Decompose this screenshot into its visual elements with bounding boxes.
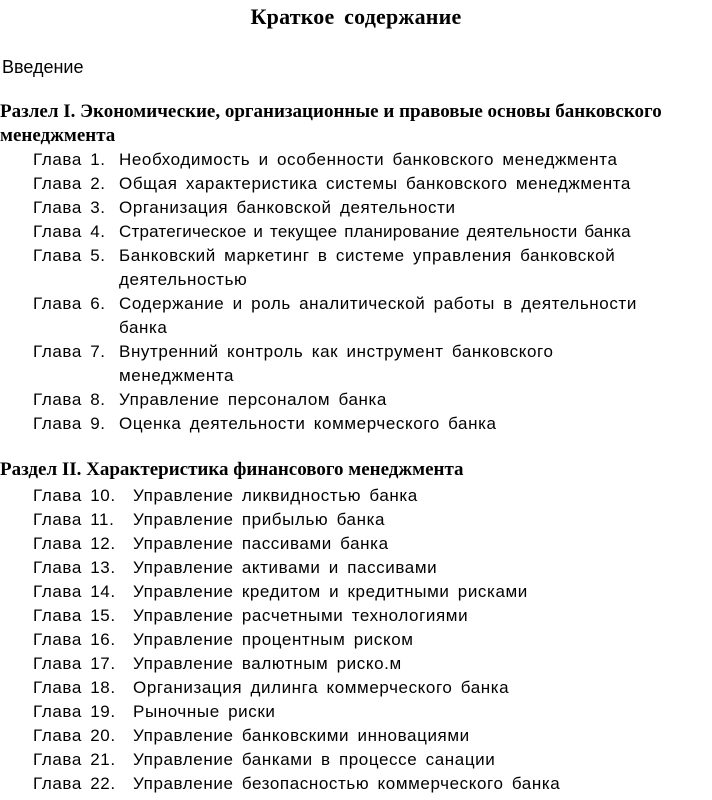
chapter-label: Глава 13. [33, 558, 116, 577]
list-item [0, 700, 712, 724]
chapter-title: Управление персоналом банка [119, 390, 387, 409]
chapter-label: Глава 4. [33, 222, 106, 241]
chapter-title: Управление пассивами банка [133, 534, 389, 553]
list-item [0, 508, 712, 532]
chapter-label: Глава 12. [33, 534, 116, 553]
chapter-label: Глава 9. [33, 414, 106, 433]
chapter-label: Глава 11. [33, 510, 115, 529]
chapter-title: Оценка деятельности коммерческого банка [119, 414, 497, 433]
chapter-label: Глава 6. [33, 294, 106, 313]
chapter-title: Управление безопасностью коммерческого банка [133, 774, 561, 793]
chapter-title: Управление валютным риско.м [133, 654, 402, 673]
section-1-chapter-list [0, 148, 712, 436]
page-title: Краткое содержание [250, 4, 462, 29]
list-item [0, 220, 712, 244]
chapter-label: Глава 16. [33, 630, 116, 649]
chapter-label: Глава 7. [33, 342, 106, 361]
list-item [0, 532, 712, 556]
chapter-label: Глава 1. [33, 150, 106, 169]
chapter-title: Общая характеристика системы банковского менеджмента [119, 174, 631, 193]
chapter-title: Содержание и роль аналитической работы в деятельности банка [119, 294, 637, 337]
chapter-title: Организация банковской деятельности [119, 198, 456, 217]
list-item [0, 748, 712, 772]
list-item [0, 292, 712, 340]
chapter-label: Глава 2. [33, 174, 106, 193]
chapter-title: Банковский маркетинг в системе управления банковской деятельностью [119, 246, 616, 289]
section-1-heading: Разлел I. Экономические, организационные и правовые основы банковского менеджмента [0, 101, 662, 146]
list-item [0, 196, 712, 220]
chapter-title: Управление банковскими инновациями [133, 726, 470, 745]
chapter-title: Управление банками в процессе санации [133, 750, 496, 769]
list-item [0, 148, 712, 172]
list-item [0, 772, 712, 796]
chapter-label: Глава 17. [33, 654, 116, 673]
list-item [0, 412, 712, 436]
chapter-title: Необходимость и особенности банковского менеджмента [119, 150, 618, 169]
chapter-label: Глава 3. [33, 198, 106, 217]
chapter-title: Организация дилинга коммерческого банка [133, 678, 510, 697]
list-item [0, 340, 712, 388]
section-2-heading: Раздел II. Характеристика финансового менеджмента [0, 459, 464, 480]
list-item [0, 244, 712, 292]
chapter-label: Глава 19. [33, 702, 116, 721]
list-item [0, 652, 712, 676]
chapter-label: Глава 8. [33, 390, 106, 409]
list-item [0, 604, 712, 628]
chapter-title: Управление процентным риском [133, 630, 414, 649]
chapter-label: Глава 10. [33, 486, 116, 505]
chapter-title: Внутренний контроль как инструмент банковского менеджмента [119, 342, 554, 385]
chapter-label: Глава 15. [33, 606, 116, 625]
list-item [0, 628, 712, 652]
list-item [0, 484, 712, 508]
chapter-label: Глава 21. [33, 750, 116, 769]
section-2-chapter-list [0, 484, 712, 796]
chapter-title: Управление ликвидностью банка [133, 486, 418, 505]
list-item [0, 388, 712, 412]
chapter-label: Глава 14. [33, 582, 116, 601]
list-item [0, 580, 712, 604]
chapter-title: Управление прибылью банка [133, 510, 386, 529]
list-item [0, 724, 712, 748]
chapter-title: Управление расчетными технологиями [133, 606, 469, 625]
list-item [0, 556, 712, 580]
chapter-label: Глава 20. [33, 726, 116, 745]
chapter-label: Глава 5. [33, 246, 106, 265]
chapter-title: Рыночные риски [133, 702, 276, 721]
chapter-label: Глава 22. [33, 774, 116, 793]
list-item [0, 172, 712, 196]
chapter-title: Управление кредитом и кредитными рисками [133, 582, 528, 601]
introduction-entry: Введение [2, 57, 84, 77]
chapter-title: Управление активами и пассивами [133, 558, 438, 577]
list-item [0, 676, 712, 700]
chapter-label: Глава 18. [33, 678, 116, 697]
chapter-title: Стратегическое и текущее планирование деятельности банка [119, 222, 631, 241]
